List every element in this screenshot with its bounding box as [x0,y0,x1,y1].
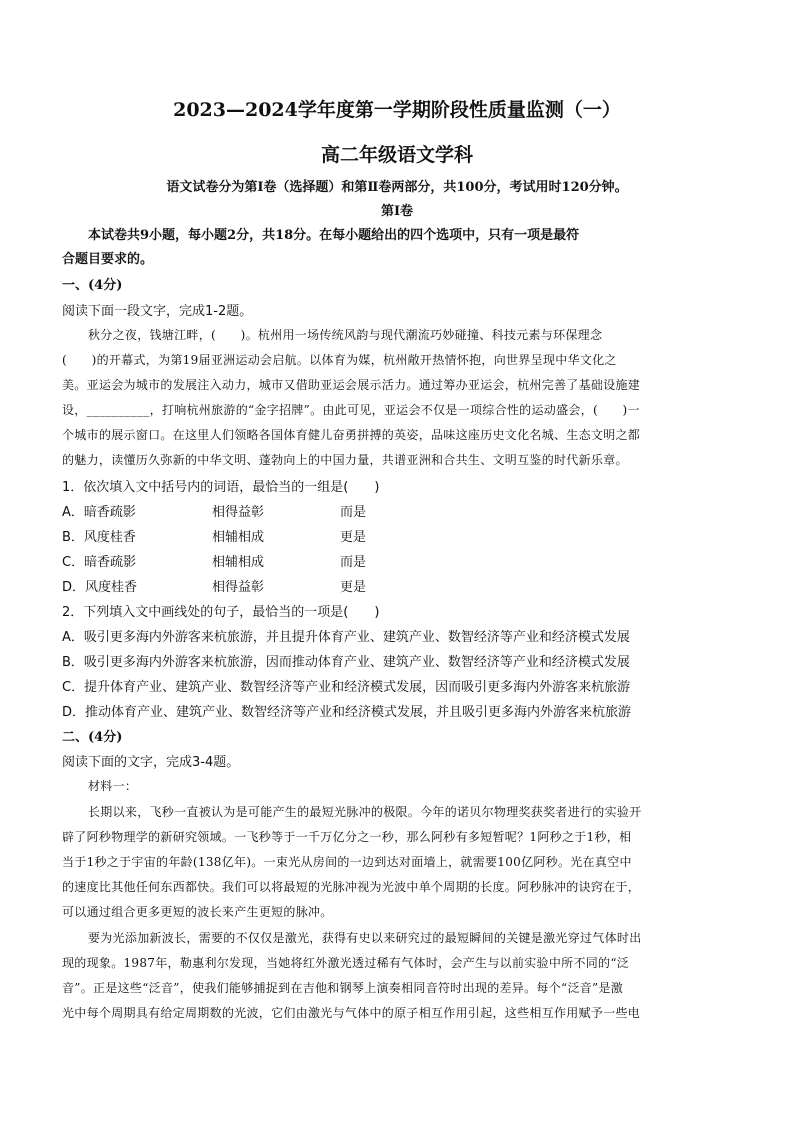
material-line: 的速度比其他任何东西都快。我们可以将最短的光脉冲视为光波中单个周期的长度。阿秒脉冲的诀窍在于， [62,880,641,894]
section1-heading: 一、(4分) [62,278,123,293]
question-2-option-b: B．吸引更多海内外游客来杭旅游，因而推动体育产业、建筑产业、数智经济等产业和经济模式发展 [62,655,630,670]
passage-line: 美。亚运会为城市的发展注入动力，城市又借助亚运会展示活力。通过筹办亚运会，杭州完善了基础设施建 [62,378,641,392]
option-word-3: 更是 [340,580,367,595]
option-word-2: 相辅相成 [212,555,265,570]
material-line: 要为光添加新波长，需要的不仅仅是激光，获得有史以来研究过的最短瞬间的关键是激光穿过气体时出 [88,931,642,945]
material-line: 可以通过组合更多更短的波长来产生更短的脉冲。 [62,905,333,919]
option-word-3: 更是 [340,530,367,545]
question-1-stem: 1．依次填入文中括号内的词语，最恰当的一组是( ) [62,480,380,495]
material-line: 长期以来，飞秒一直被认为是可能产生的最短光脉冲的极限。今年的诺贝尔物理奖获奖者进行的实验开 [88,805,642,819]
material-label: 材料一： [88,779,138,793]
option-word-2: 相得益彰 [212,580,265,595]
option-label: C．暗香疏影 [62,555,137,570]
option-label: D．风度桂香 [62,580,138,595]
passage-line: ( )的开幕式，为第19届亚洲运动会启航。以体育为媒，杭州敞开热情怀抱，向世界呈现中华文化之 [62,353,617,367]
rule-line-2: 合题目要求的。 [62,252,154,267]
section2-heading: 二、(4分) [62,730,123,745]
option-label: B．风度桂香 [62,530,136,545]
option-word-3: 而是 [340,505,367,520]
material-line: 当于1秒之于宇宙的年龄(138亿年)。一束光从房间的一边到达对面墙上，就需要100亿阿秒。光在真空中 [62,855,632,869]
option-word-2: 相辅相成 [212,530,265,545]
exam-title: 2023—2024学年度第一学期阶段性质量监测（一） [173,99,621,121]
volume-label: 第Ⅰ卷 [380,204,414,219]
option-label: A．暗香疏影 [62,505,136,520]
question-2-stem: 2．下列填入文中画线处的句子，最恰当的一项是( ) [62,605,380,620]
exam-subtitle: 高二年级语文学科 [320,144,473,166]
section2-prompt: 阅读下面的文字，完成3-4题。 [62,755,240,770]
material-line: 现的现象。1987年，勒惠利尔发现，当她将红外激光透过稀有气体时，会产生与以前实验中所不同的“泛 [62,956,630,970]
material-line: 音”。正是这些“泛音”，使我们能够捕捉到在吉他和钢琴上演奏相同音符时出现的差异。每个“泛音”是激 [62,981,624,995]
option-word-3: 而是 [340,555,367,570]
option-word-2: 相得益彰 [212,505,265,520]
material-line: 辟了阿秒物理学的新研究领域。一飞秒等于一千万亿分之一秒，那么阿秒有多短暂呢？1阿秒之于1秒，相 [62,830,632,844]
exam-intro: 语文试卷分为第Ⅰ卷（选择题）和第Ⅱ卷两部分，共100分，考试用时120分钟。 [166,180,628,195]
section1-prompt: 阅读下面一段文字，完成1-2题。 [62,304,253,319]
material-line: 光中每个周期具有给定周期数的光波，它们由激光与气体中的原子相互作用引起，这些相互作用赋予一些电 [62,1006,641,1020]
question-2-option-c: C．提升体育产业、建筑产业、数智经济等产业和经济模式发展，因而吸引更多海内外游客来杭旅游 [62,680,631,695]
question-2-option-a: A．吸引更多海内外游客来杭旅游，并且提升体育产业、建筑产业、数智经济等产业和经济模式发展 [62,630,630,645]
rule-line-1: 本试卷共9小题，每小题2分，共18分。在每小题给出的四个选项中，只有一项是最符 [88,228,580,243]
passage-line: 个城市的展示窗口。在这里人们领略各国体育健儿奋勇拼搏的英姿，品味这座历史文化名城、生态文明之都 [62,428,641,442]
passage-line: 秋分之夜，钱塘江畔，( )。杭州用一场传统风韵与现代潮流巧妙碰撞、科技元素与环保理念 [88,328,603,342]
question-2-option-d: D．推动体育产业、建筑产业、数智经济等产业和经济模式发展，并且吸引更多海内外游客来杭旅游 [62,705,632,720]
passage-line: 的魅力，读懂历久弥新的中华文明、蓬勃向上的中国力量，共谱亚洲和合共生、文明互鉴的时代新乐章。 [62,453,628,467]
passage-line: 设，__________，打响杭州旅游的“金字招牌”。由此可见，亚运会不仅是一项综合性的运动盛会，( )一 [62,403,640,417]
